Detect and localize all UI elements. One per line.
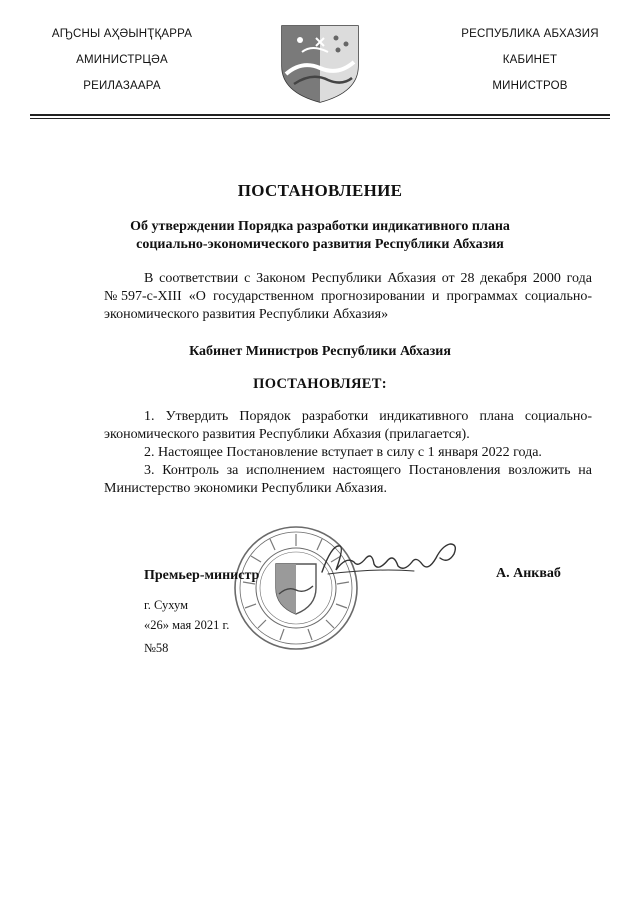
document-type: ПОСТАНОВЛЕНИЕ (237, 181, 403, 200)
document-subject-line-2: социально-экономического развития Республики Абхазия (136, 237, 504, 252)
header-left-block (32, 28, 212, 106)
document-number: №58 (144, 641, 169, 655)
intro-paragraph: В соответствии с Законом Республики Абхазия от 28 декабря 2000 года №597-с-XIII «О государственном прогнозировании и программах социально-экономического развития Республики Абхазия» (104, 271, 592, 322)
header-left-line-2: АМИНИСТРЦӘА (76, 54, 168, 66)
header-right-line-1: РЕСПУБЛИКА АБХАЗИЯ (461, 28, 599, 40)
header-right-block (440, 28, 620, 106)
handwritten-signature-icon (318, 538, 468, 582)
decree-item-3: 3. Контроль за исполнением настоящего Постановления возложить на Министерство экономики Республики Абхазия. (104, 463, 592, 496)
place-of-issue: г. Сухум (144, 598, 189, 612)
header-left-line-3: РЕИЛАЗААРА (83, 80, 161, 92)
decree-item-1: 1. Утвердить Порядок разработки индикативного плана социально-экономического развития Республики Абхазия (прилагается). (104, 409, 592, 442)
header-right-line-2: КАБИНЕТ (502, 54, 558, 66)
decree-heading: ПОСТАНОВЛЯЕТ: (253, 376, 387, 392)
signatory-name: А. Анкваб (496, 566, 561, 581)
header-divider-thin (30, 118, 610, 119)
issuing-authority: Кабинет Министров Республики Абхазия (189, 344, 451, 359)
header-left-line-1: АҦСНЫ АҲӘЫНҬҚАРРА (51, 28, 193, 40)
header-divider-thick (30, 114, 610, 116)
decree-item-2: 2. Настоящее Постановление вступает в силу с 1 января 2022 года. (144, 445, 542, 460)
signatory-position: Премьер-министр (144, 568, 260, 583)
coat-of-arms-icon (272, 22, 368, 104)
issue-date: «26» мая 2021 г. (144, 618, 230, 632)
document-subject-line-1: Об утверждении Порядка разработки индикативного плана (130, 219, 510, 234)
document-subject (90, 218, 550, 254)
header-right-line-3: МИНИСТРОВ (492, 80, 568, 92)
decree-items (104, 408, 592, 498)
